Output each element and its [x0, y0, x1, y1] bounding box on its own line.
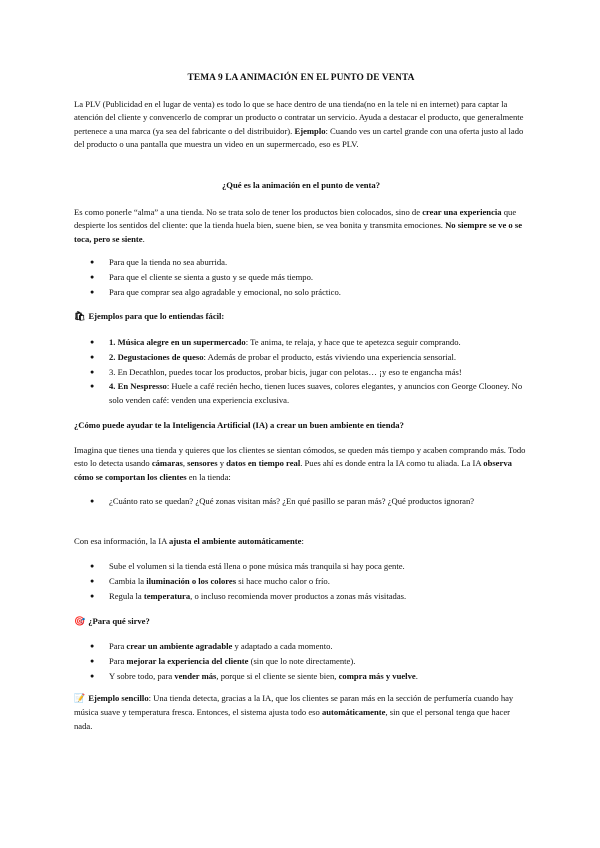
page-title: TEMA 9 LA ANIMACIÓN EN EL PUNTO DE VENTA: [187, 73, 415, 83]
ejemplos-list: [74, 336, 528, 408]
list-item: [74, 380, 528, 407]
list-item: [74, 560, 528, 573]
text: y: [217, 458, 227, 469]
text: Es como ponerle “alma” a una tienda. No se trata solo de tener los productos bien colocados, sino de: [74, 207, 423, 217]
text: ,: [182, 458, 188, 469]
animacion-paragraph: [74, 206, 528, 246]
text: Con esa información, la IA: [74, 536, 169, 546]
text: Regula la: [109, 590, 144, 601]
bold-text: iluminación o los colores: [146, 575, 237, 586]
list-item: ● Para que el cliente se sienta a gusto y se quede más tiempo.: [74, 271, 528, 284]
bold-text: 4. En Nespresso: [109, 381, 167, 392]
text: . Pues ahí es donde entra la IA como tu aliada. La IA: [300, 458, 484, 469]
section-heading-ejemplos: [74, 310, 528, 324]
list-item: [74, 575, 528, 588]
example-label: Ejemplo: [294, 125, 326, 136]
text: Para: [109, 655, 127, 666]
list-item: ● Para que comprar sea algo agradable y emocional, no solo práctico.: [74, 286, 528, 299]
list-item: ● Para que la tienda no sea aburrida.: [74, 256, 528, 269]
list-item: ● ¿Cuánto rato se quedan? ¿Qué zonas visitan más? ¿En qué pasillo se paran más? ¿Qué productos ignoran?: [74, 495, 528, 508]
intro-text: La PLV (Publicidad en el lugar de venta) es todo lo que se hace dentro de una tienda(no en la tele ni en internet) para captar la atención del cliente y convencerlo de comprar un producto o contratar un servicio. Ayuda a destacar el producto, que generalmente pertenece a una marca (ya sea del fabricante o del distribuidor).: [74, 99, 524, 136]
bold-text: Ejemplo sencillo: [88, 693, 149, 703]
bold-text: compra más y vuelve: [338, 670, 416, 681]
ia-adjust-list: [74, 560, 528, 604]
section-heading-animacion: ¿Qué es la animación en el punto de venta?: [221, 180, 381, 190]
list-item: [74, 336, 528, 349]
bold-text: crear una experiencia: [422, 207, 502, 217]
section-heading-sirve: [74, 615, 528, 629]
list-item: [74, 366, 528, 379]
example-text: : Cuando ves un cartel grande con una oferta justo al lado del producto o una pantalla que muestra un video en un supermercado, eso es PLV.: [74, 125, 524, 149]
text: 3. En Decathlon, puedes tocar los productos, probar bicis, jugar con pelotas… ¡y eso te engancha más!: [109, 366, 462, 377]
text: Y sobre todo, para: [109, 670, 175, 681]
intro-paragraph: [74, 98, 528, 151]
section-heading-ia: ¿Cómo puede ayudar te la Inteligencia Artificial (IA) a crear un buen ambiente en tienda?: [74, 420, 404, 430]
list-item: [74, 640, 528, 653]
bold-text: vender más: [174, 670, 217, 681]
bold-text: observa cómo se comportan los clientes: [74, 458, 512, 482]
list-item: [74, 670, 528, 683]
bold-text: ajusta el ambiente automáticamente: [168, 536, 302, 546]
text: que despierte los sentidos del cliente: que la tienda huela bien, suene bien, se vea bonita y transmita emociones.: [74, 207, 517, 231]
bold-text: temperatura: [143, 590, 191, 601]
bold-text: datos en tiempo real: [226, 458, 301, 469]
text: (sin que lo note directamente).: [248, 655, 356, 666]
text: , sin que el personal tenga que hacer nada.: [74, 707, 510, 731]
text: : Te anima, te relaja, y hace que te apetezca seguir comprando.: [245, 337, 461, 347]
text: Sube el volumen si la tienda está llena o pone música más tranquila si hay poca gente.: [109, 561, 405, 571]
text: .: [415, 670, 418, 681]
list-item: [74, 655, 528, 668]
text: Para: [109, 641, 127, 651]
bold-text: 1. Música alegre en un supermercado: [109, 337, 246, 347]
text: Imagina que tienes una tienda y quieres que los clientes se sientan cómodos, se queden más tiempo y acaben comprando más. Todo esto lo detecta usando: [74, 445, 526, 469]
memo-icon: 📝: [74, 694, 86, 704]
ia-paragraph: [74, 444, 528, 484]
shopping-bags-icon: 🛍: [74, 312, 86, 322]
text: y adaptado a cada momento.: [232, 641, 333, 651]
list-item: [74, 351, 528, 364]
bold-text: crear un ambiente agradable: [126, 641, 233, 651]
text: :: [301, 536, 304, 546]
bold-text: No siempre se ve o se toca, pero se siente: [74, 220, 523, 244]
bold-text: cámaras: [151, 458, 183, 469]
ia-question-list: [74, 495, 528, 510]
text: .: [142, 233, 145, 244]
ia-adjust-paragraph: [74, 535, 528, 548]
text: en la tienda:: [186, 471, 231, 482]
example-sencillo-paragraph: [74, 692, 528, 733]
list-item: [74, 590, 528, 603]
text: , porque si el cliente se siente bien,: [216, 670, 339, 681]
text: si hace mucho calor o frío.: [236, 575, 330, 586]
text: Cambia la: [109, 575, 147, 586]
text: : Huele a café recién hecho, tienen luces suaves, colores elegantes, y anuncios con George Clooney. No solo venden café: venden una experiencia exclusiva.: [109, 381, 523, 405]
text: : Además de probar el producto, estás viviendo una experiencia sensorial.: [203, 351, 457, 362]
target-icon: 🎯: [74, 617, 86, 627]
bold-text: mejorar la experiencia del cliente: [126, 655, 249, 666]
heading-text: Ejemplos para que lo entiendas fácil:: [88, 311, 225, 321]
heading-text: ¿Para qué sirve?: [88, 616, 150, 626]
animacion-bullet-list: [74, 256, 528, 300]
bold-text: automáticamente: [321, 707, 386, 718]
bold-text: sensores: [187, 458, 218, 469]
bold-text: 2. Degustaciones de queso: [109, 351, 204, 362]
text: , o incluso recomienda mover productos a zonas más visitadas.: [190, 590, 407, 601]
sirve-list: [74, 640, 528, 684]
text: : Una tienda detecta, gracias a la IA, que los clientes se paran más en la sección de perfumería cuando hay música suave y temperatura fresca. Entonces, el sistema ajusta todo eso: [74, 693, 514, 718]
